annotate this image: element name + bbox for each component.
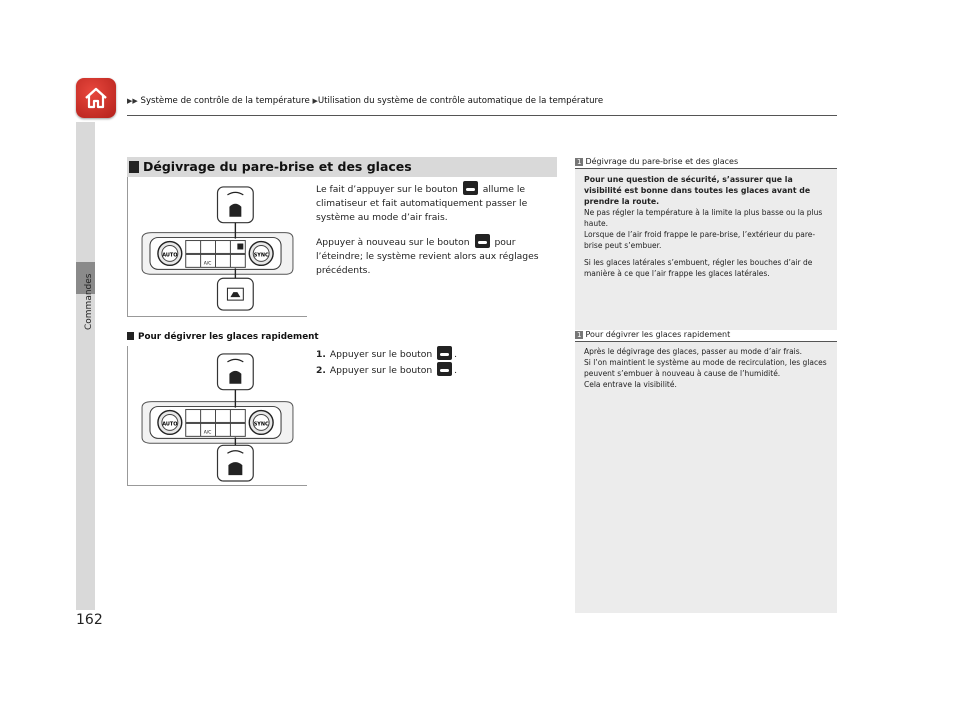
breadcrumb: ▶▶ Système de contrôle de la température ▶Utilisation du système de contrôle automatique de la température [127,96,604,106]
front-defrost-icon [463,181,478,195]
page-number: 162 [76,612,103,628]
para2-line1b: pour [494,237,516,248]
sync-label: SYNC [253,252,269,259]
step-1-number: 1. [316,349,326,360]
note-1-p2: Lorsque de l’air froid frappe le pare-brise, l’extérieur du pare-brise peut s’embuer. [584,230,816,250]
note-1-warning: Pour une question de sécurité, s’assurer que la visibilité est bonne dans toutes les glaces avant de prendre la route. [584,175,811,206]
subsection-title-text: Pour dégivrer les glaces rapidement [138,332,319,342]
section-paragraph-1 [316,181,556,225]
note-1-p1: Ne pas régler la température à la limite la plus basse ou la plus haute. [584,208,823,228]
note-2-p3: Cela entrave la visibilité. [584,380,677,389]
note-1-title[interactable]: Dégivrage du pare-brise et des glaces [585,157,739,166]
note-1-p3: Si les glaces latérales s’embuent, régler les bouches d’air de manière à ce que l’air frappe les glaces latérales. [584,258,813,278]
breadcrumb-part1[interactable]: Système de contrôle de la température [140,96,310,106]
note-2-title[interactable]: Pour dégivrer les glaces rapidement [585,330,731,339]
sidebar-tab [76,122,95,610]
step-1-text: Appuyer sur le bouton [329,349,433,360]
note-1-body [584,174,830,285]
ac-label: A/C [203,261,212,267]
note-2-p1: Après le dégivrage des glaces, passer au mode d’air frais. [584,347,803,356]
section-title: Dégivrage du pare-brise et des glaces [143,159,412,174]
section-paragraph-2 [316,234,556,278]
front-defrost-icon [437,346,452,360]
para1-line1a: Le fait d’appuyer sur le bouton [316,184,458,195]
control-panel-illustration-2 [127,346,307,486]
sidebar-label[interactable]: Commandes [84,273,94,330]
step-2: 2. Appuyer sur le bouton . [316,362,457,376]
note-1-header [575,157,837,169]
note-1-number: 1 [577,158,582,166]
para2-line2: l’éteindre; le système revient alors aux réglages [316,251,539,262]
note-2-p2: Si l’on maintient le système au mode de recirculation, les glaces peuvent s’embuer à nouveau à cause de l’humidité. [584,358,827,378]
note-2-header [575,330,837,342]
step-1: 1. Appuyer sur le bouton . [316,346,457,360]
section-marker [129,161,139,173]
step-2-text: Appuyer sur le bouton [329,365,433,376]
para2-line1a: Appuyer à nouveau sur le bouton [316,237,470,248]
ac-label-2: A/C [203,430,212,436]
subsection-title [127,332,319,342]
front-defrost-icon [475,234,490,248]
subsection-marker [127,332,134,340]
step-2-number: 2. [316,365,326,376]
para1-line2: climatiseur et fait automatiquement passer le [316,198,528,209]
section-header [127,157,557,177]
header-rule [127,115,837,116]
home-button[interactable] [76,78,116,118]
auto-label: AUTO [162,252,178,259]
control-panel-illustration-1 [127,177,307,317]
para1-line1b: allume le [482,184,526,195]
note-2-body [584,346,830,390]
breadcrumb-part2[interactable]: Utilisation du système de contrôle automatique de la température [317,96,604,106]
sync-label-2: SYNC [253,421,269,428]
para1-line3: système au mode d’air frais. [316,212,448,223]
note-2-number: 1 [577,331,582,339]
recirculation-icon [437,362,452,376]
auto-label-2: AUTO [162,421,178,428]
home-icon [82,84,110,112]
para2-line3: précédents. [316,265,371,276]
